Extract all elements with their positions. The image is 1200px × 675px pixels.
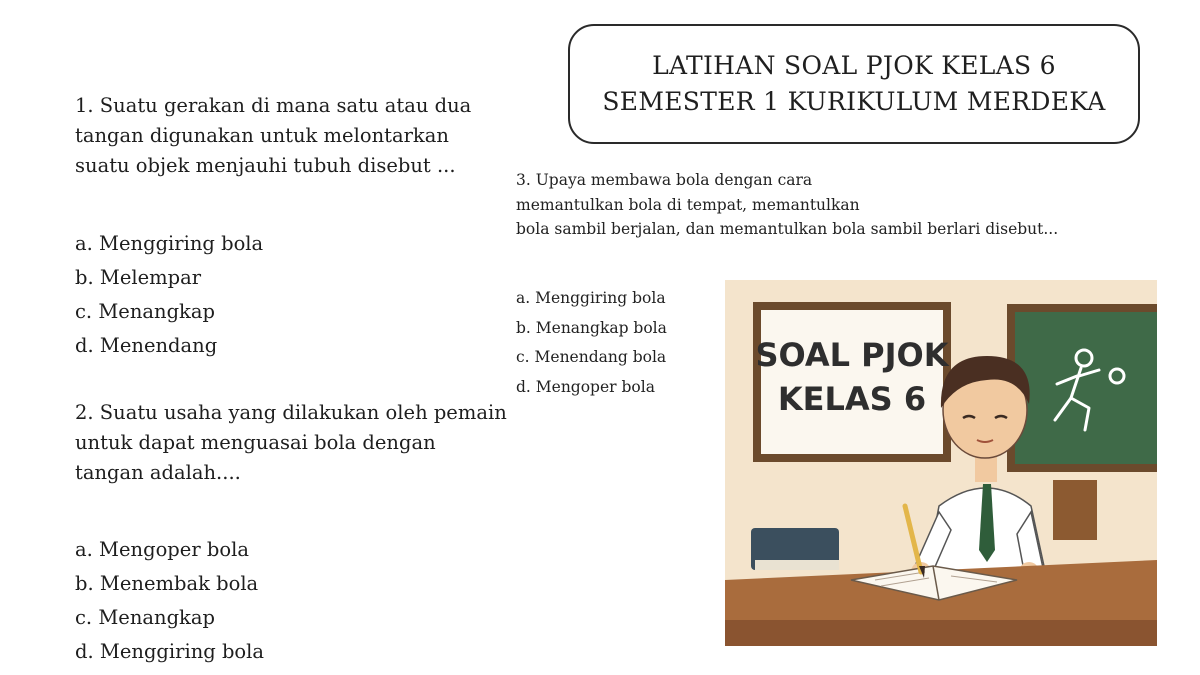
option-c: c. Menangkap xyxy=(75,300,215,323)
whiteboard-text-line-1: SOAL PJOK xyxy=(755,336,949,374)
option-c: c. Menangkap xyxy=(75,606,215,629)
option-c: c. Menendang bola xyxy=(516,348,667,366)
title-line-2: SEMESTER 1 KURIKULUM MERDEKA xyxy=(602,87,1106,116)
question-3-line: bola sambil berjalan, dan memantulkan bola sambil berlari disebut... xyxy=(516,220,1059,238)
option-a: a. Mengoper bola xyxy=(75,538,249,561)
question-2-line: untuk dapat menguasai bola dengan xyxy=(75,431,436,454)
question-3-line: 3. Upaya membawa bola dengan cara xyxy=(516,171,813,189)
question-1-line: suatu objek menjauhi tubuh disebut ... xyxy=(75,154,456,177)
question-3-options xyxy=(516,284,667,402)
chalkboard-icon xyxy=(1007,304,1157,472)
option-a: a. Menggiring bola xyxy=(516,289,666,307)
option-b: b. Menembak bola xyxy=(75,572,259,595)
question-1-line: 1. Suatu gerakan di mana satu atau dua xyxy=(75,94,472,117)
option-d: d. Menendang xyxy=(75,334,218,357)
question-1-line: tangan digunakan untuk melontarkan xyxy=(75,124,449,147)
option-b: b. Menangkap bola xyxy=(516,318,667,337)
book-icon xyxy=(751,528,839,570)
question-2 xyxy=(75,398,507,488)
question-2-options xyxy=(75,533,264,669)
question-2-line: 2. Suatu usaha yang dilakukan oleh pemain xyxy=(75,401,507,424)
title-line-1: LATIHAN SOAL PJOK KELAS 6 xyxy=(652,51,1056,80)
student-illustration xyxy=(725,280,1157,646)
whiteboard-icon xyxy=(753,302,951,462)
question-2-line: tangan adalah.... xyxy=(75,461,241,484)
option-b: b. Melempar xyxy=(75,266,202,289)
option-a: a. Menggiring bola xyxy=(75,232,264,255)
title-box xyxy=(568,24,1140,144)
question-1-options xyxy=(75,227,263,363)
whiteboard-text-line-2: KELAS 6 xyxy=(777,380,927,418)
option-d: d. Menggiring bola xyxy=(75,640,265,663)
question-3 xyxy=(516,168,1058,242)
question-3-line: memantulkan bola di tempat, memantulkan xyxy=(516,195,860,214)
option-d: d. Mengoper bola xyxy=(516,377,655,396)
question-1 xyxy=(75,91,471,181)
